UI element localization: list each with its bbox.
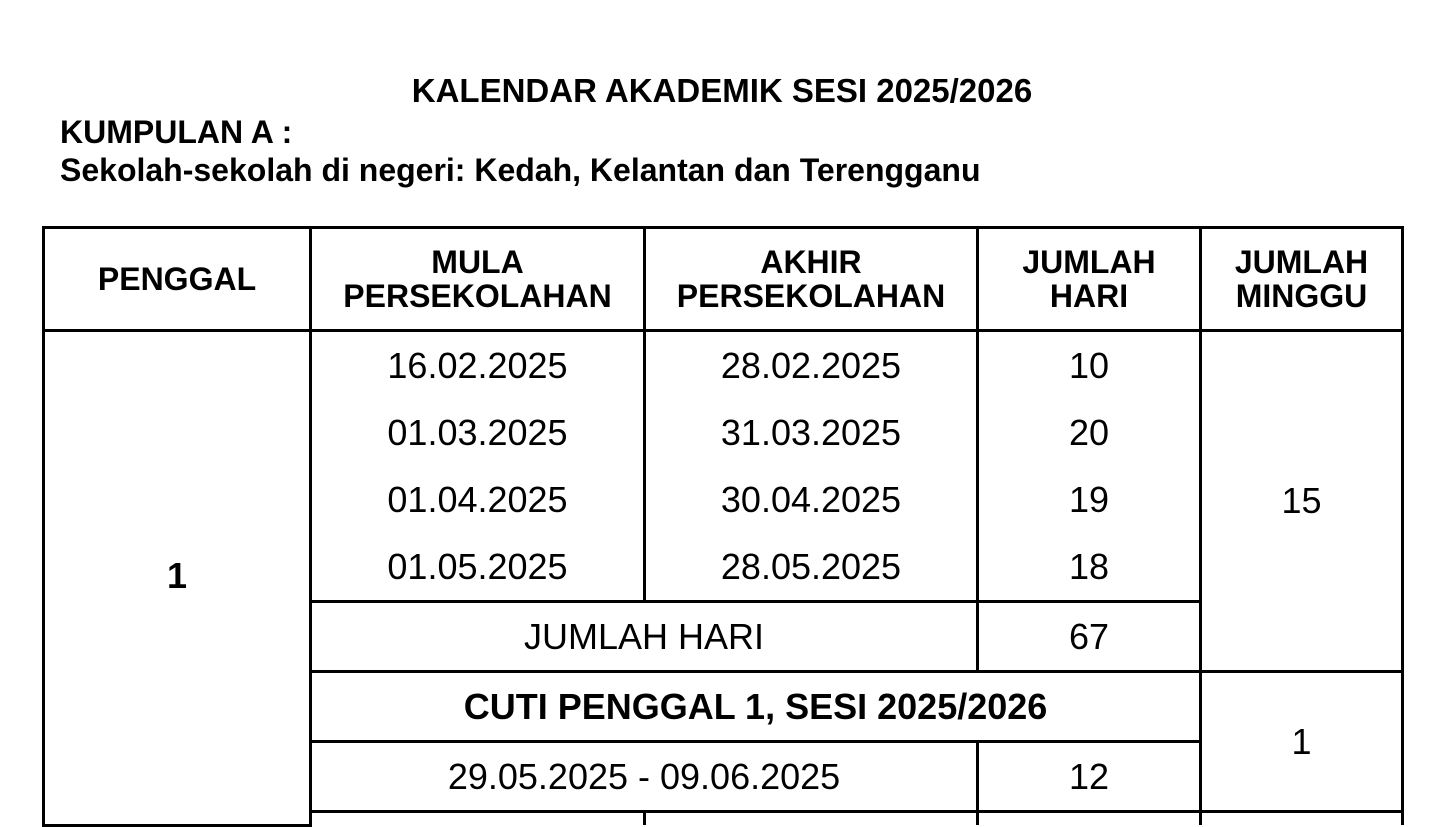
start-date-cell: 01.04.2025 [311, 466, 645, 533]
days-cell: 20 [978, 399, 1201, 466]
table-header-row [44, 228, 1403, 331]
header-jumlah-hari: JUMLAH HARI [978, 228, 1201, 331]
penggal-number: 1 [44, 331, 311, 826]
start-date-cell: 01.05.2025 [311, 533, 645, 602]
break-title: CUTI PENGGAL 1, SESI 2025/2026 [311, 672, 1201, 742]
end-date-cell: 28.05.2025 [645, 533, 978, 602]
header-jumlah-minggu: JUMLAH MINGGU [1201, 228, 1403, 331]
header-akhir-persekolahan: AKHIR PERSEKOLAHAN [645, 228, 978, 331]
group-label: KUMPULAN A : [60, 114, 293, 150]
end-date-cell: 28.02.2025 [645, 331, 978, 400]
page-title: KALENDAR AKADEMIK SESI 2025/2026 [411, 72, 1033, 109]
start-date-cell: 01.03.2025 [311, 399, 645, 466]
cut-cell [978, 812, 1201, 826]
start-date-cell: 16.02.2025 [311, 331, 645, 400]
cut-cell [1201, 812, 1403, 826]
end-date-cell: 31.03.2025 [645, 399, 978, 466]
total-days-value: 67 [978, 602, 1201, 672]
table-row [44, 331, 1403, 400]
cut-cell [311, 812, 645, 826]
days-cell: 19 [978, 466, 1201, 533]
header-penggal: PENGGAL [44, 228, 311, 331]
days-cell: 10 [978, 331, 1201, 400]
days-cell: 18 [978, 533, 1201, 602]
total-days-label: JUMLAH HARI [311, 602, 978, 672]
academic-calendar-table [42, 226, 1404, 827]
header-mula-persekolahan: MULA PERSEKOLAHAN [311, 228, 645, 331]
break-days: 12 [978, 742, 1201, 812]
end-date-cell: 30.04.2025 [645, 466, 978, 533]
break-range: 29.05.2025 - 09.06.2025 [311, 742, 978, 812]
group-description: Sekolah-sekolah di negeri: Kedah, Kelantan dan Terengganu [60, 152, 981, 188]
break-weeks-cell: 1 [1201, 672, 1403, 812]
weeks-cell: 15 [1201, 331, 1403, 672]
cut-cell [645, 812, 978, 826]
